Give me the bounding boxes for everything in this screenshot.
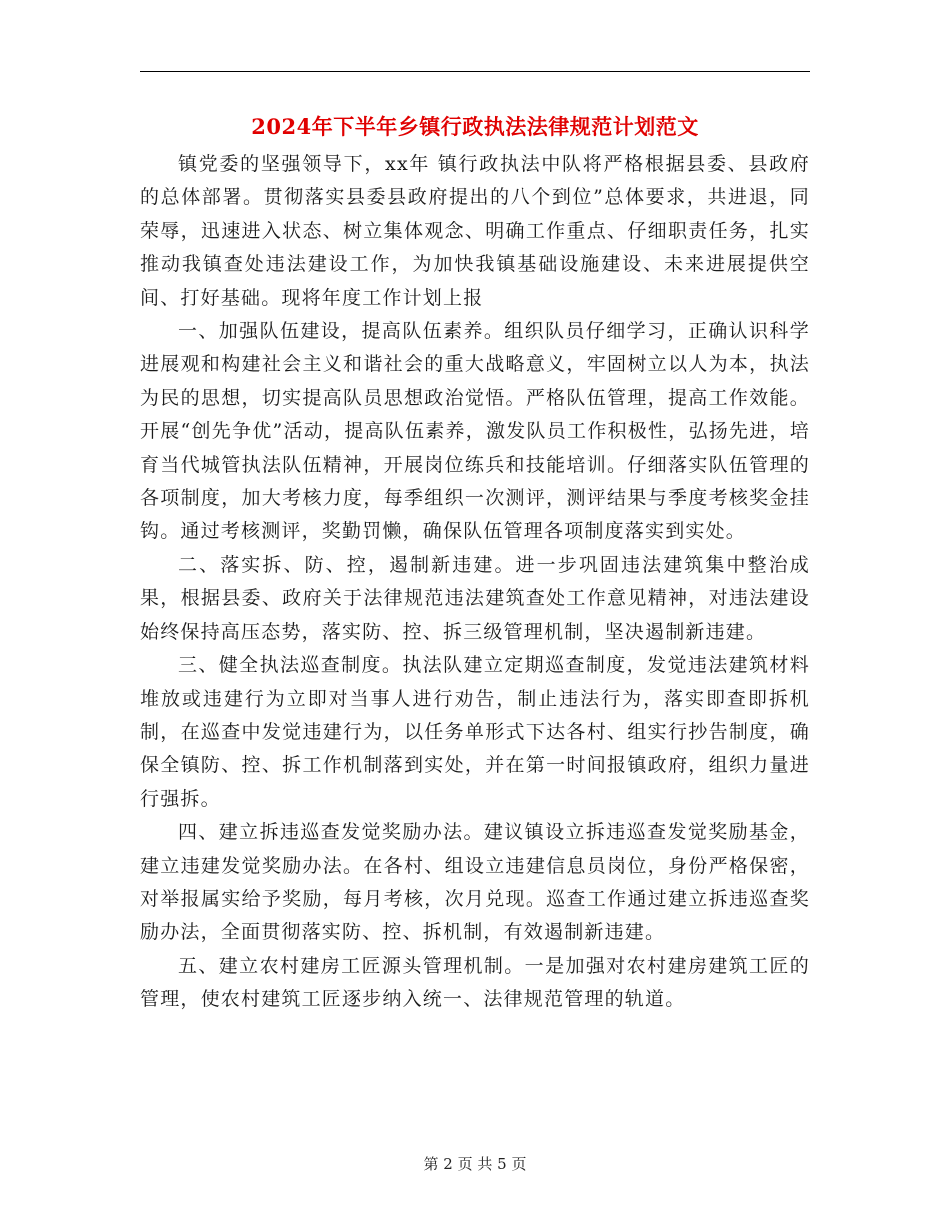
paragraph-section-3: 三、健全执法巡查制度。执法队建立定期巡查制度，发觉违法建筑材料堆放或违建行为立即对当事人进行劝告，制止违法行为，落实即查即拆机制，在巡查中发觉违建行为，以任务单形式下达各村、组实行抄告制度，确保全镇防、控、拆工作机制落到实处，并在第一时间报镇政府，组织力量进行强拆。 — [140, 654, 810, 810]
paragraph-section-5: 五、建立农村建房工匠源头管理机制。一是加强对农村建房建筑工匠的管理，使农村建筑工匠逐步纳入统一、法律规范管理的轨道。 — [140, 954, 810, 1011]
page-number-footer: 第 2 页 共 5 页 — [423, 1155, 527, 1173]
paragraph-section-1: 一、加强队伍建设，提高队伍素养。组织队员仔细学习，正确认识科学进展观和构建社会主义和谐社会的重大战略意义，牢固树立以人为本，执法为民的思想，切实提高队员思想政治觉悟。严格队伍管理，提高工作效能。开展“创先争优”活动，提高队伍素养，激发队员工作积极性，弘扬先进，培育当代城管执法队伍精神，开展岗位练兵和技能培训。仔细落实队伍管理的各项制度，加大考核力度，每季组织一次测评，测评结果与季度考核奖金挂钩。通过考核测评，奖勤罚懒，确保队伍管理各项制度落实到实处。 — [140, 320, 810, 543]
document-title: 2024年下半年乡镇行政执法法律规范计划范文 — [251, 114, 699, 139]
paragraph-section-4: 四、建立拆违巡查发觉奖励办法。建议镇设立拆违巡查发觉奖励基金，建立违建发觉奖励办法。在各村、组设立违建信息员岗位，身份严格保密，对举报属实给予奖励，每月考核，次月兑现。巡查工作通过建立拆违巡查奖励办法，全面贯彻落实防、控、拆机制，有效遏制新违建。 — [140, 821, 810, 944]
header-rule — [140, 71, 810, 72]
document-body — [140, 148, 810, 1017]
paragraph-intro: 镇党委的坚强领导下，xx年 镇行政执法中队将严格根据县委、县政府的总体部署。贯彻落实县委县政府提出的八个到位”总体要求，共进退，同荣辱，迅速进入状态、树立集体观念、明确工作重点、仔细职责任务，扎实推动我镇查处违法建设工作，为加快我镇基础设施建设、未来进展提供空间、打好基础。现将年度工作计划上报 — [140, 153, 810, 309]
paragraph-section-2: 二、落实拆、防、控，遏制新违建。进一步巩固违法建筑集中整治成果，根据县委、政府关于法律规范违法建筑查处工作意见精神，对违法建设始终保持高压态势，落实防、控、拆三级管理机制，坚决遏制新违建。 — [140, 553, 810, 643]
